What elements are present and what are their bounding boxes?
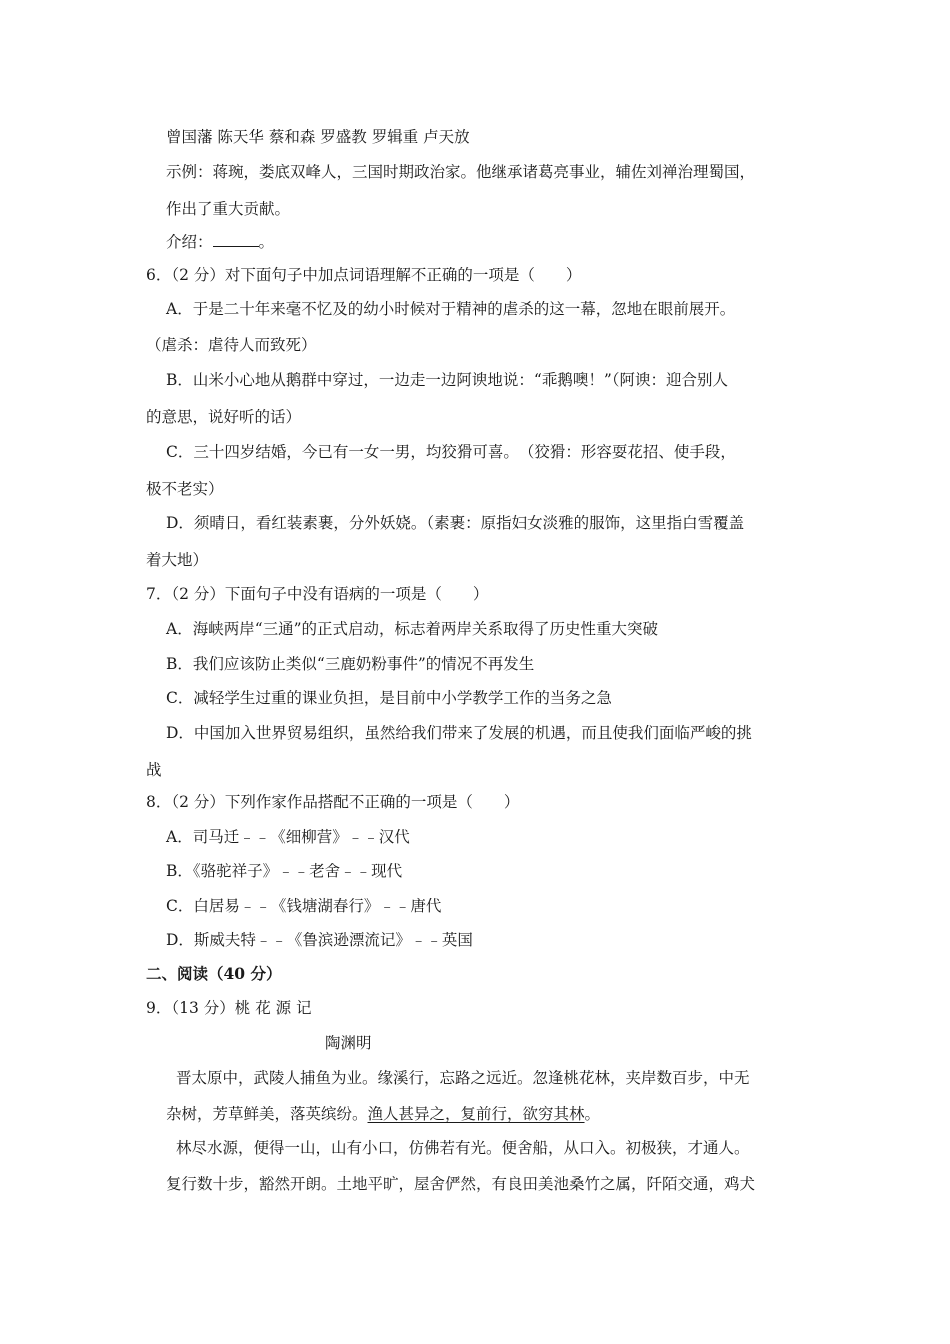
q7-option-c: C．减轻学生过重的课业负担，是目前中小学教学工作的当务之急 [166,689,612,707]
intro-label: 介绍： [166,233,213,251]
passage-text-end: 。 [584,1105,601,1123]
names-line: 曾国藩 陈天华 蔡和森 罗盛教 罗辑重 卢天放 [166,128,470,146]
answer-blank[interactable] [213,232,259,247]
q6-option-c-line-2: 极不老实） [146,480,224,498]
q8-option-c: C．白居易﹣﹣《钱塘湖春行》﹣﹣唐代 [166,897,442,915]
section-heading: 二、阅读（40 分） [146,964,282,983]
passage-line-3: 林尽水源，便得一山，山有小口，仿佛若有光。便舍船，从口入。初极狭，才通人。 [176,1139,750,1157]
q7-option-b: B．我们应该防止类似“三鹿奶粉事件”的情况不再发生 [166,655,535,673]
intro-end: 。 [258,233,275,251]
q7-stem: 7．（2 分）下面句子中没有语病的一项是（ ） [146,585,489,603]
example-line-1: 示例：蒋琬，娄底双峰人，三国时期政治家。他继承诸葛亮事业，辅佐刘禅治理蜀国， [166,163,756,181]
q6-option-b-line-1: B．山米小心地从鹅群中穿过，一边走一边阿谀地说：“乖鹅噢！”（阿谀：迎合别人 [166,371,728,389]
q6-option-a-line-1: A．于是二十年来毫不忆及的幼小时候对于精神的虐杀的这一幕，忽地在眼前展开。 [166,300,736,318]
underlined-sentence: 渔人甚异之，复前行，欲穷其林 [367,1105,585,1123]
q7-option-d-line-1: D．中国加入世界贸易组织，虽然给我们带来了发展的机遇，而且使我们面临严峻的挑 [166,724,752,742]
q8-option-d: D．斯威夫特﹣﹣《鲁滨逊漂流记》﹣﹣英国 [166,931,473,949]
intro-line [166,232,274,252]
passage-line-4: 复行数十步，豁然开朗。土地平旷，屋舍俨然，有良田美池桑竹之属，阡陌交通，鸡犬 [166,1175,756,1193]
q6-option-d-line-1: D．须晴日，看红装素裹，分外妖娆。（素裹：原指妇女淡雅的服饰，这里指白雪覆盖 [166,514,745,532]
q8-option-a: A．司马迁﹣﹣《细柳营》﹣﹣汉代 [166,828,410,846]
q6-stem: 6．（2 分）对下面句子中加点词语理解不正确的一项是（ ） [146,266,582,284]
q6-option-d-line-2: 着大地） [146,551,209,569]
q8-stem: 8．（2 分）下列作家作品搭配不正确的一项是（ ） [146,793,520,811]
passage-text: 杂树，芳草鲜美，落英缤纷。 [166,1105,368,1123]
q7-option-d-line-2: 战 [146,761,162,779]
passage-line-2 [166,1104,600,1124]
q6-option-c-line-1: C．三十四岁结婚，今已有一女一男，均狡猾可喜。 （狡猾：形容耍花招、使手段， [166,443,736,461]
q6-option-b-line-2: 的意思，说好听的话） [146,408,302,426]
q7-option-a: A．海峡两岸“三通”的正式启动，标志着两岸关系取得了历史性重大突破 [166,620,659,638]
passage-line-1: 晋太原中，武陵人捕鱼为业。缘溪行，忘路之远近。忽逢桃花林，夹岸数百步，中无 [176,1069,750,1087]
q6-option-a-line-2: （虐杀：虐待人而致死） [146,336,317,354]
q9-author: 陶渊明 [325,1034,372,1052]
q8-option-b: B．《骆驼祥子》﹣﹣老舍﹣﹣现代 [166,862,403,880]
example-line-2: 作出了重大贡献。 [166,200,291,218]
q9-stem: 9．（13 分）桃 花 源 记 [146,999,312,1017]
